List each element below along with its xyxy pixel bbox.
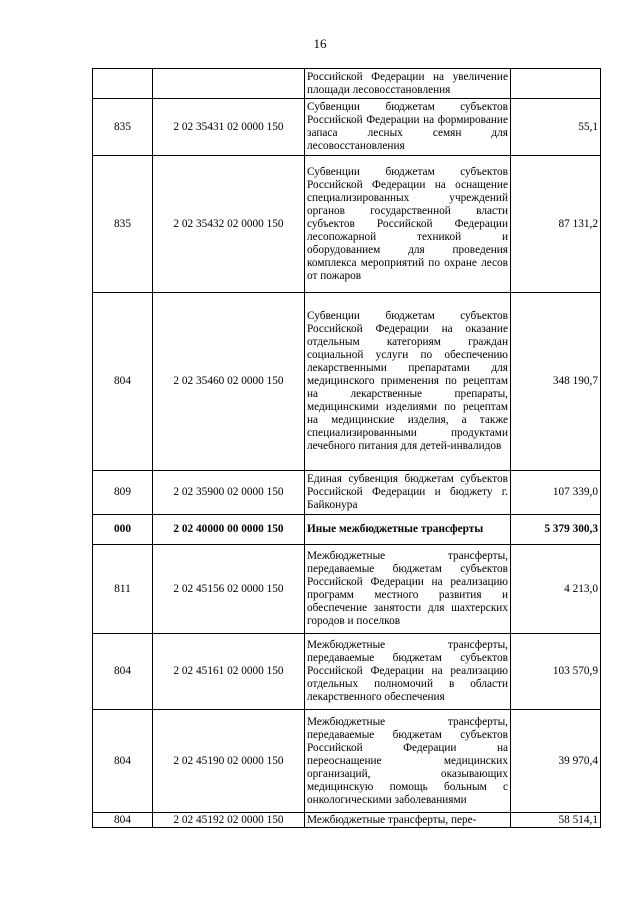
- description-cell: Субвенции бюджетам субъектов Российской Федерации на оказание отдельным категориям граждан социальной услуги по обеспечению лекарственными препаратами для медицинского применения по рецептам на лекарственные препараты, медицинскими изделиями по рецептам на медицинские изделия, а также специализированными продуктами лечебного питания для детей-инвалидов: [305, 293, 511, 471]
- budget-code-cell: 2 02 35900 02 0000 150: [153, 471, 305, 515]
- budget-code-cell: 2 02 40000 00 0000 150: [153, 515, 305, 545]
- budget-code-cell: [153, 69, 305, 99]
- admin-code-cell: 804: [93, 813, 153, 828]
- amount-cell: [511, 69, 601, 99]
- table-row: [93, 515, 601, 545]
- description-cell: Иные межбюджетные трансферты: [305, 515, 511, 545]
- amount-cell: 87 131,2: [511, 156, 601, 293]
- admin-code-cell: 804: [93, 634, 153, 710]
- budget-table: [92, 68, 601, 828]
- table-row: [93, 293, 601, 471]
- description-cell: Межбюджетные трансферты, передаваемые бюджетам субъектов Российской Федерации на переоснащение медицинских организаций, оказывающих медицинскую помощь больным с онкологическими заболеваниями: [305, 710, 511, 813]
- table-row: [93, 813, 601, 828]
- admin-code-cell: 835: [93, 99, 153, 156]
- description-cell: Единая субвенция бюджетам субъектов Российской Федерации и бюджету г. Байконура: [305, 471, 511, 515]
- description-cell: Субвенции бюджетам субъектов Российской Федерации на оснащение специализированных учреждений органов государственной власти субъектов Российской Федерации лесопожарной техникой и оборудованием для проведения комплекса мероприятий по охране лесов от пожаров: [305, 156, 511, 293]
- budget-code-cell: 2 02 45192 02 0000 150: [153, 813, 305, 828]
- amount-cell: 5 379 300,3: [511, 515, 601, 545]
- amount-cell: 348 190,7: [511, 293, 601, 471]
- admin-code-cell: 811: [93, 545, 153, 634]
- table-row: [93, 634, 601, 710]
- description-cell: Межбюджетные трансферты, пере-: [305, 813, 511, 828]
- budget-code-cell: 2 02 45156 02 0000 150: [153, 545, 305, 634]
- description-cell: Субвенции бюджетам субъектов Российской Федерации на формирование запаса лесных семян для лесовосстановления: [305, 99, 511, 156]
- description-cell: Межбюджетные трансферты, передаваемые бюджетам субъектов Российской Федерации на реализацию программ местного развития и обеспечение занятости для шахтерских городов и поселков: [305, 545, 511, 634]
- admin-code-cell: 809: [93, 471, 153, 515]
- table-row: [93, 69, 601, 99]
- description-cell: Межбюджетные трансферты, передаваемые бюджетам субъектов Российской Федерации на реализацию отдельных полномочий в области лекарственного обеспечения: [305, 634, 511, 710]
- description-cell: Российской Федерации на увеличение площади лесовосстановления: [305, 69, 511, 99]
- page-number: 16: [313, 36, 327, 51]
- admin-code-cell: [93, 69, 153, 99]
- admin-code-cell: 804: [93, 710, 153, 813]
- amount-cell: 4 213,0: [511, 545, 601, 634]
- table-row: [93, 471, 601, 515]
- table-row: [93, 156, 601, 293]
- table-row: [93, 99, 601, 156]
- budget-code-cell: 2 02 35432 02 0000 150: [153, 156, 305, 293]
- budget-table-body: [93, 69, 601, 828]
- amount-cell: 103 570,9: [511, 634, 601, 710]
- admin-code-cell: 000: [93, 515, 153, 545]
- amount-cell: 58 514,1: [511, 813, 601, 828]
- budget-code-cell: 2 02 35460 02 0000 150: [153, 293, 305, 471]
- budget-code-cell: 2 02 45190 02 0000 150: [153, 710, 305, 813]
- amount-cell: 39 970,4: [511, 710, 601, 813]
- budget-code-cell: 2 02 45161 02 0000 150: [153, 634, 305, 710]
- admin-code-cell: 835: [93, 156, 153, 293]
- table-row: [93, 710, 601, 813]
- budget-code-cell: 2 02 35431 02 0000 150: [153, 99, 305, 156]
- table-row: [93, 545, 601, 634]
- admin-code-cell: 804: [93, 293, 153, 471]
- amount-cell: 55,1: [511, 99, 601, 156]
- amount-cell: 107 339,0: [511, 471, 601, 515]
